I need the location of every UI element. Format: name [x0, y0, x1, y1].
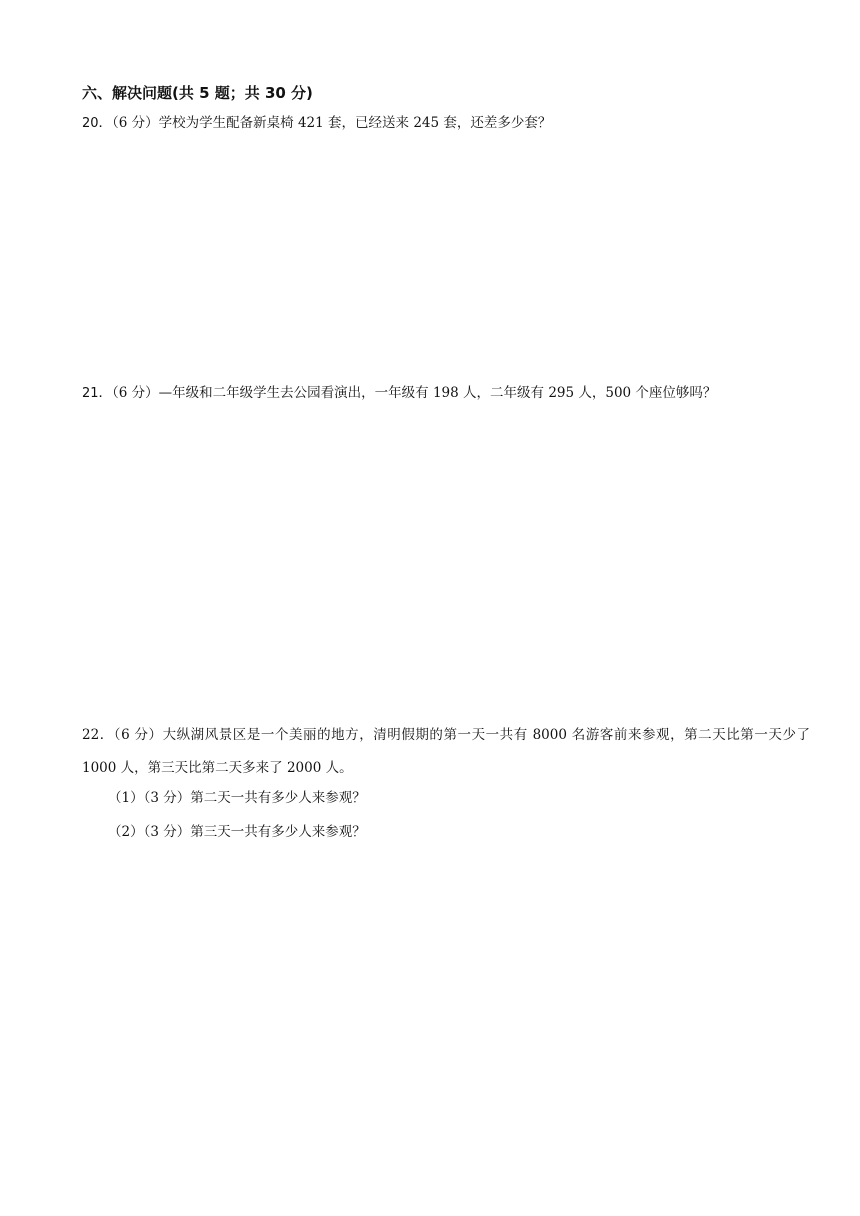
question-20	[82, 112, 551, 135]
section-title: 六、解决问题(共 5 题；共 30 分)	[82, 84, 313, 102]
question-text: ．（6 分）大纵湖风景区是一个美丽的地方，清明假期的第一天一共有 8000 名游客前来参观，第二天比第一天少了 1000 人，第三天比第二天多来了 2000 人。	[82, 727, 810, 776]
question-number: 20	[82, 116, 99, 131]
sub-question-22-1: （1）（3 分）第二天一共有多少人来参观？	[108, 790, 366, 806]
question-number: 22	[82, 727, 100, 743]
question-text: ．（6 分）学校为学生配备新桌椅 421 套，已经送来 245 套，还差多少套？	[98, 115, 552, 131]
question-text: ．（6 分）—年级和二年级学生去公园看演出，一年级有 198 人，二年级有 295 人，500 个座位够吗？	[98, 385, 717, 401]
sub-question-22-2: （2）（3 分）第三天一共有多少人来参观？	[108, 824, 366, 840]
question-21	[82, 382, 716, 405]
question-22	[82, 719, 810, 785]
question-number: 21	[82, 386, 99, 401]
